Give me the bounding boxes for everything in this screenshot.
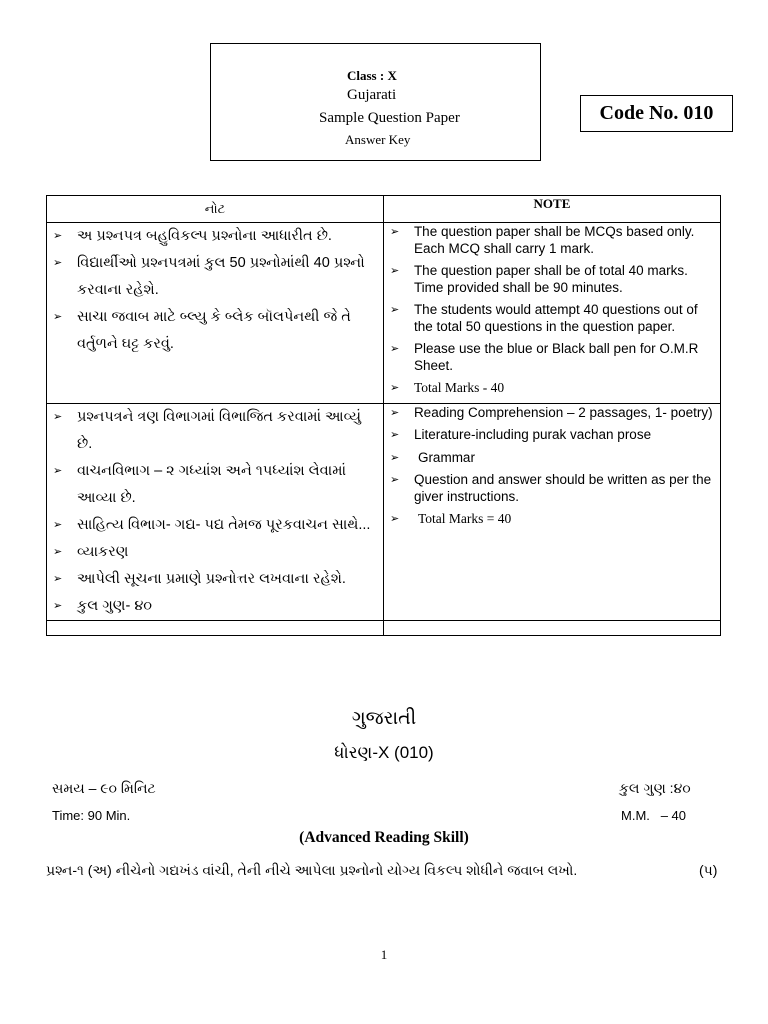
notes-row2-gujarati-cell — [47, 403, 384, 620]
list-item: ➢ Total Marks - 40 — [389, 380, 505, 395]
list-item: ➢ Question and answer should be written as per the giver instructions. — [389, 472, 712, 504]
arrow-bullet-icon: ➢ — [389, 406, 400, 419]
notes-header-gujarati: નોટ — [47, 196, 384, 223]
arrow-bullet-icon: ➢ — [389, 429, 400, 441]
list-item: ➢ પ્રશ્નપત્રને ત્રણ વિભાગમાં વિભાજિત કરવામાં આવ્યું છે. — [47, 404, 383, 458]
list-item: ➢ The question paper shall be MCQs based only. Each MCQ shall carry 1 mark. — [389, 224, 695, 256]
arrow-bullet-icon: ➢ — [389, 382, 400, 394]
question-1: પ્રશ્ન-૧ (અ) નીચેનો ગદ્યખંડ વાંચી, તેની નીચે આપેલા પ્રશ્નોનો યોગ્ય વિકલ્પ શોધીને જવાબ લખો. — [46, 862, 578, 878]
notes-row1-english-cell — [383, 223, 720, 404]
list-item: ➢ Grammar — [389, 449, 475, 465]
list-item: ➢ કુલ ગુણ- ૪૦ — [47, 593, 383, 620]
notes-header-english: NOTE — [383, 196, 720, 223]
list-item: ➢ વિદ્યાર્થીઓ પ્રશ્નપત્રમાં કુલ 50 પ્રશ્નોમાંથી 40 પ્રશ્નો કરવાના રહેશે. — [47, 250, 383, 304]
notes-row1-gujarati-cell — [47, 223, 384, 404]
list-item: ➢ The question paper shall be of total 40 marks. Time provided shall be 90 minutes. — [389, 263, 688, 295]
marks-english: M.M. – 40 — [621, 808, 687, 823]
arrow-bullet-icon: ➢ — [389, 343, 400, 355]
arrow-bullet-icon: ➢ — [389, 304, 400, 316]
arrow-bullet-icon: ➢ — [53, 410, 63, 423]
header-box — [210, 43, 541, 161]
arrow-bullet-icon: ➢ — [53, 599, 63, 612]
section-title: (Advanced Reading Skill) — [299, 829, 469, 846]
notes-blank-cell — [47, 620, 384, 635]
time-english: Time: 90 Min. — [52, 808, 131, 823]
question-1-marks: (પ) — [699, 862, 718, 878]
code-number-box: Code No. 010 — [580, 95, 733, 132]
arrow-bullet-icon: ➢ — [389, 474, 400, 486]
arrow-bullet-icon: ➢ — [389, 226, 400, 238]
arrow-bullet-icon: ➢ — [53, 230, 63, 242]
notes-row2-english-cell — [383, 403, 720, 620]
notes-table — [46, 195, 721, 636]
time-gujarati: સમય – ૯૦ મિનિટ — [52, 780, 156, 796]
list-item: ➢ Total Marks = 40 — [389, 511, 512, 526]
list-item: ➢ Reading Comprehension – 2 passages, 1- poetry) — [389, 404, 713, 420]
arrow-bullet-icon: ➢ — [53, 257, 63, 269]
list-item: ➢ વ્યાકરણ — [47, 539, 383, 566]
standard-title: ધોરણ-X (010) — [334, 743, 434, 762]
arrow-bullet-icon: ➢ — [53, 518, 63, 531]
list-item: ➢ સાચા જવાબ માટે બ્લ્યુ કે બ્લેક બૉલપેનથી જે તે વર્તુળને ઘટ્ટ કરવું. — [47, 304, 383, 358]
list-item: ➢ Literature-including purak vachan prose — [389, 427, 652, 442]
subject-label: Gujarati — [347, 87, 397, 103]
list-item: ➢ Please use the blue or Black ball pen for O.M.R Sheet. — [389, 341, 699, 373]
list-item: ➢ The students would attempt 40 questions out of the total 50 questions in the question paper. — [389, 302, 698, 334]
arrow-bullet-icon: ➢ — [53, 572, 63, 585]
arrow-bullet-icon: ➢ — [53, 311, 63, 323]
arrow-bullet-icon: ➢ — [389, 451, 400, 464]
paper-subtitle: Answer Key — [345, 132, 411, 147]
list-item: ➢ અ પ્રશ્નપત્ર બહુવિકલ્પ પ્રશ્નોના આધારીત છે. — [47, 223, 383, 250]
class-label: Class : X — [347, 68, 397, 83]
list-item: ➢ આપેલી સૂચના પ્રમાણે પ્રશ્નોત્તર લખવાના રહેશે. — [47, 566, 383, 593]
list-item: ➢ સાહિત્ય વિભાગ- ગદ્ય- પદ્ય તેમજ પૂરકવાચન સાથે... — [47, 512, 383, 539]
page-number: 1 — [380, 947, 388, 962]
list-item: ➢ વાચનવિભાગ – ૨ ગધ્યાંશ અને ૧પધ્યાંશ લેવામાં આવ્યા છે. — [47, 458, 383, 512]
paper-title: Sample Question Paper — [319, 110, 460, 126]
arrow-bullet-icon: ➢ — [389, 513, 400, 525]
gujarati-title: ગુજરાતી — [351, 708, 417, 729]
marks-gujarati: કુલ ગુણ :૪૦ — [619, 780, 691, 796]
arrow-bullet-icon: ➢ — [389, 265, 400, 277]
notes-blank-cell — [383, 620, 720, 635]
arrow-bullet-icon: ➢ — [53, 545, 63, 558]
arrow-bullet-icon: ➢ — [53, 464, 63, 477]
